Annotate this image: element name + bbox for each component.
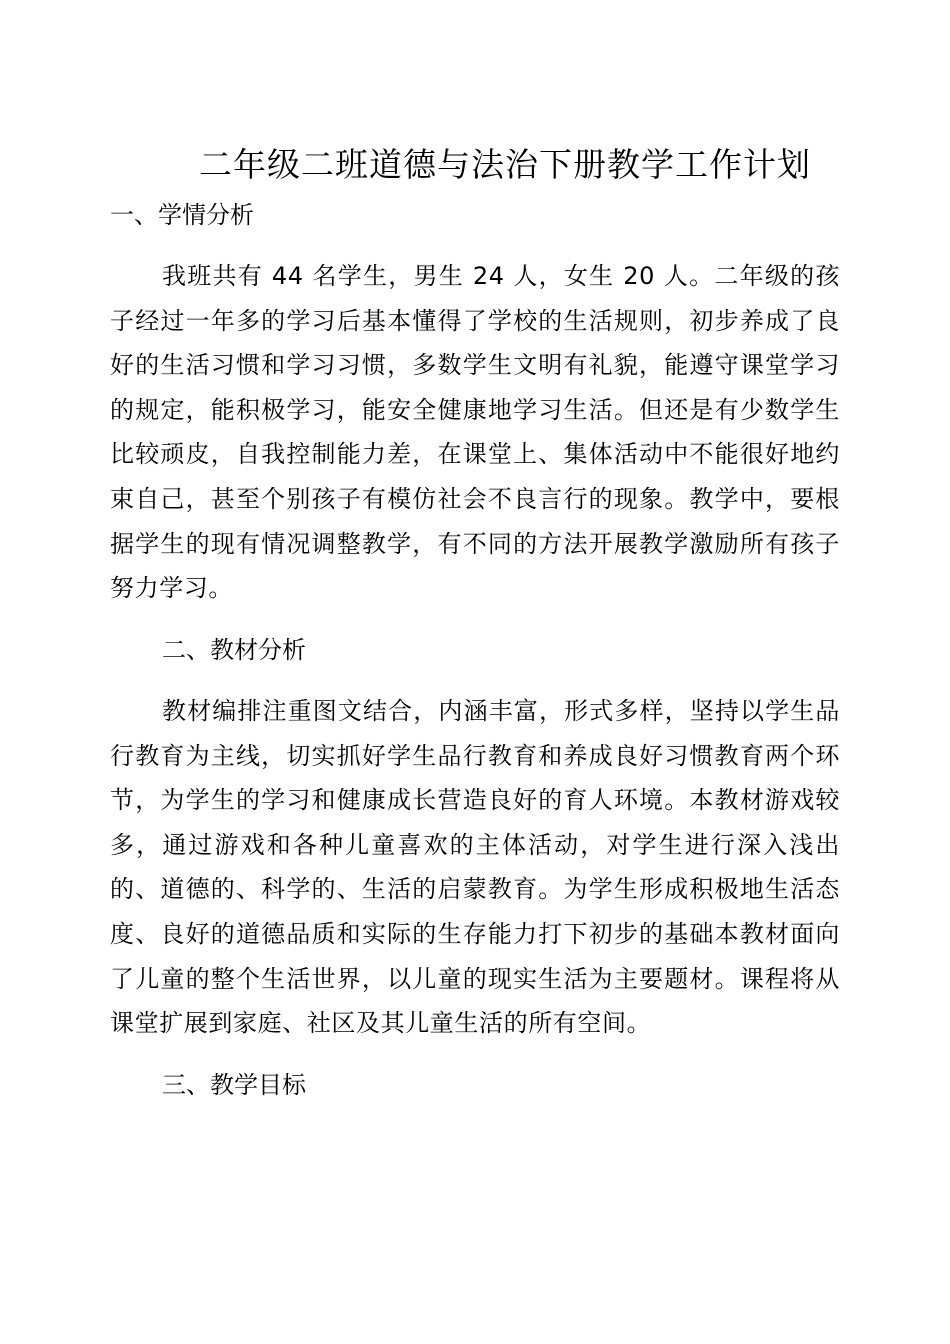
section-heading-teaching-goals: 三、教学目标 [162, 1071, 306, 1099]
document-title: 二年级二班道德与法治下册教学工作计划 [199, 145, 811, 184]
section-paragraph-student-analysis: 我班共有 44 名学生，男生 24 人，女生 20 人。二年级的孩子经过一年多的学习后基本懂得了学校的生活规则，初步养成了良好的生活习惯和学习习惯，多数学生文明有礼貌，能遵守课堂学习的规定，能积极学习，能安全健康地学习生活。但还是有少数学生比较顽皮，自我控制能力差，在课堂上、集体活动中不能很好地约束自己，甚至个别孩子有模仿社会不良言行的现象。教学中，要根据学生的现有情况调整教学，有不同的方法开展教学激励所有孩子努力学习。 [110, 262, 840, 603]
section-heading-textbook-analysis: 二、教材分析 [162, 636, 306, 664]
section-paragraph-textbook-analysis: 教材编排注重图文结合，内涵丰富，形式多样，坚持以学生品行教育为主线，切实抓好学生品行教育和养成良好习惯教育两个环节，为学生的学习和健康成长营造良好的育人环境。本教材游戏较多，通过游戏和各种儿童喜欢的主体活动，对学生进行深入浅出的、道德的、科学的、生活的启蒙教育。为学生形成积极地生活态度、良好的道德品质和实际的生存能力打下初步的基础本教材面向了儿童的整个生活世界，以儿童的现实生活为主要题材。课程将从课堂扩展到家庭、社区及其儿童生活的所有空间。 [110, 697, 840, 1038]
section-heading-student-analysis: 一、学情分析 [110, 201, 254, 229]
